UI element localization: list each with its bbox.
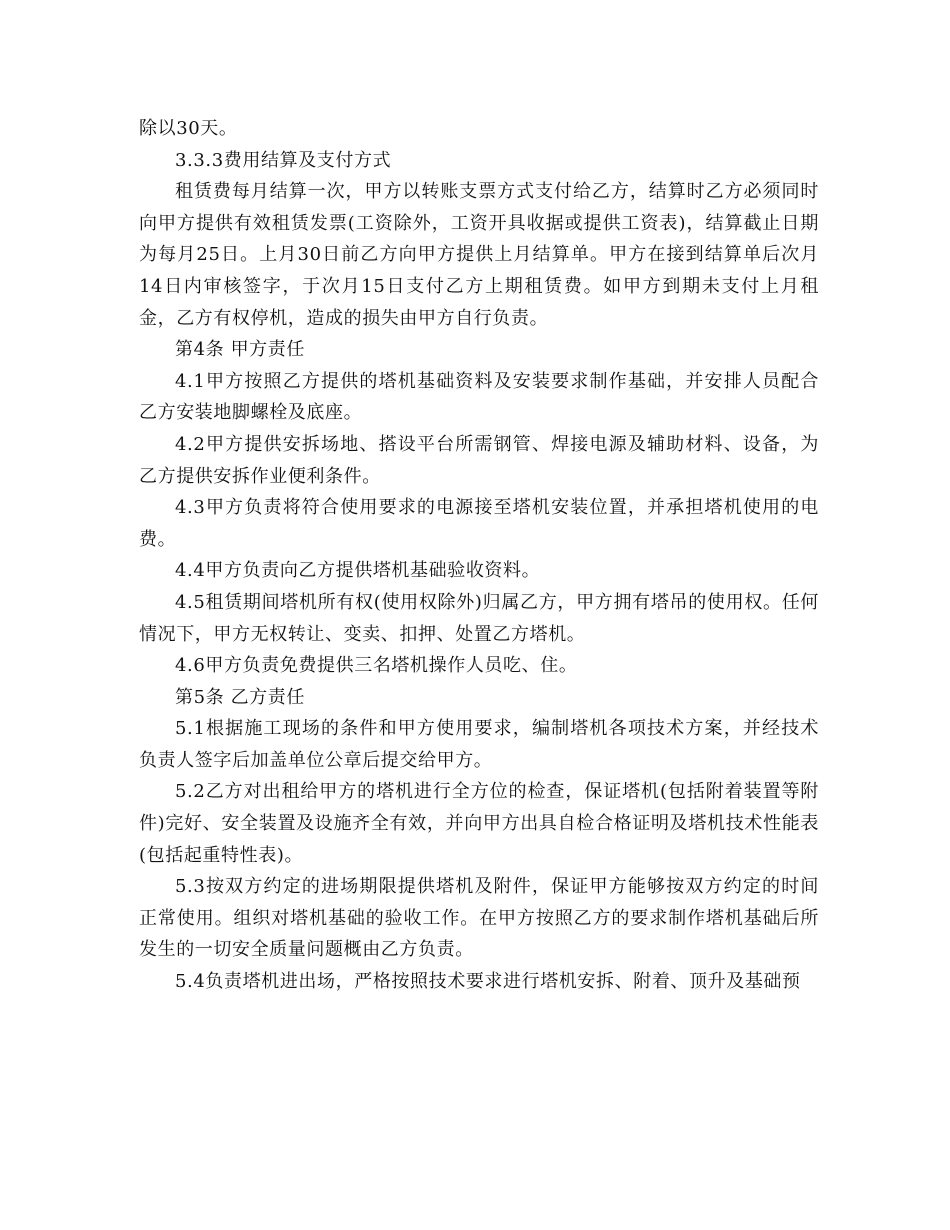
clause-5-1: 5.1根据施工现场的条件和甲方使用要求，编制塔机各项技术方案，并经技术负责人签字后加盖单位公章后提交给甲方。 <box>139 718 819 771</box>
paragraph-1: 3.3.3费用结算及支付方式 <box>175 149 392 171</box>
clause-4-5: 4.5租赁期间塔机所有权(使用权除外)归属乙方，甲方拥有塔吊的使用权。任何情况下，甲方无权转让、变卖、扣押、处置乙方塔机。 <box>139 591 819 645</box>
paragraph-2: 租赁费每月结算一次，甲方以转账支票方式支付给乙方，结算时乙方必须同时向甲方提供有效租赁发票(工资除外，工资开具收据或提供工资表)，结算截止日期为每月25日。上月30日前乙方向甲方提供上月结算单。甲方在接到结算单后次月14日内审核签字，于次月15日支付乙方上期租赁费。如甲方到期未支付上月租金，乙方有权停机，造成的损失由甲方自行负责。 <box>139 181 819 329</box>
section-heading-5: 第5条 乙方责任 <box>175 686 305 708</box>
document-body <box>139 113 819 998</box>
clause-4-4: 4.4甲方负责向乙方提供塔机基础验收资料。 <box>175 560 541 582</box>
clause-4-2: 4.2甲方提供安拆场地、搭设平台所需钢管、焊接电源及辅助材料、设备，为乙方提供安拆作业便利条件。 <box>139 433 819 487</box>
clause-5-3: 5.3按双方约定的进场期限提供塔机及附件，保证甲方能够按双方约定的时间正常使用。组织对塔机基础的验收工作。在甲方按照乙方的要求制作塔机基础后所发生的一切安全质量问题概由乙方负责。 <box>139 876 819 961</box>
section-heading-4: 第4条 甲方责任 <box>175 339 305 361</box>
clause-5-4: 5.4负责塔机进出场，严格按照技术要求进行塔机安拆、附着、顶升及基础预 <box>175 971 801 993</box>
clause-4-1: 4.1甲方按照乙方提供的塔机基础资料及安装要求制作基础，并安排人员配合乙方安装地脚螺栓及底座。 <box>139 370 819 424</box>
clause-4-6: 4.6甲方负责免费提供三名塔机操作人员吃、住。 <box>175 655 578 677</box>
clause-5-2: 5.2乙方对出租给甲方的塔机进行全方位的检查，保证塔机(包括附着装置等附件)完好、安全装置及设施齐全有效，并向甲方出具自检合格证明及塔机技术性能表(包括起重特性表)。 <box>139 781 819 866</box>
paragraph-0: 除以30天。 <box>139 118 238 139</box>
clause-4-3: 4.3甲方负责将符合使用要求的电源接至塔机安装位置，并承担塔机使用的电费。 <box>139 497 819 550</box>
